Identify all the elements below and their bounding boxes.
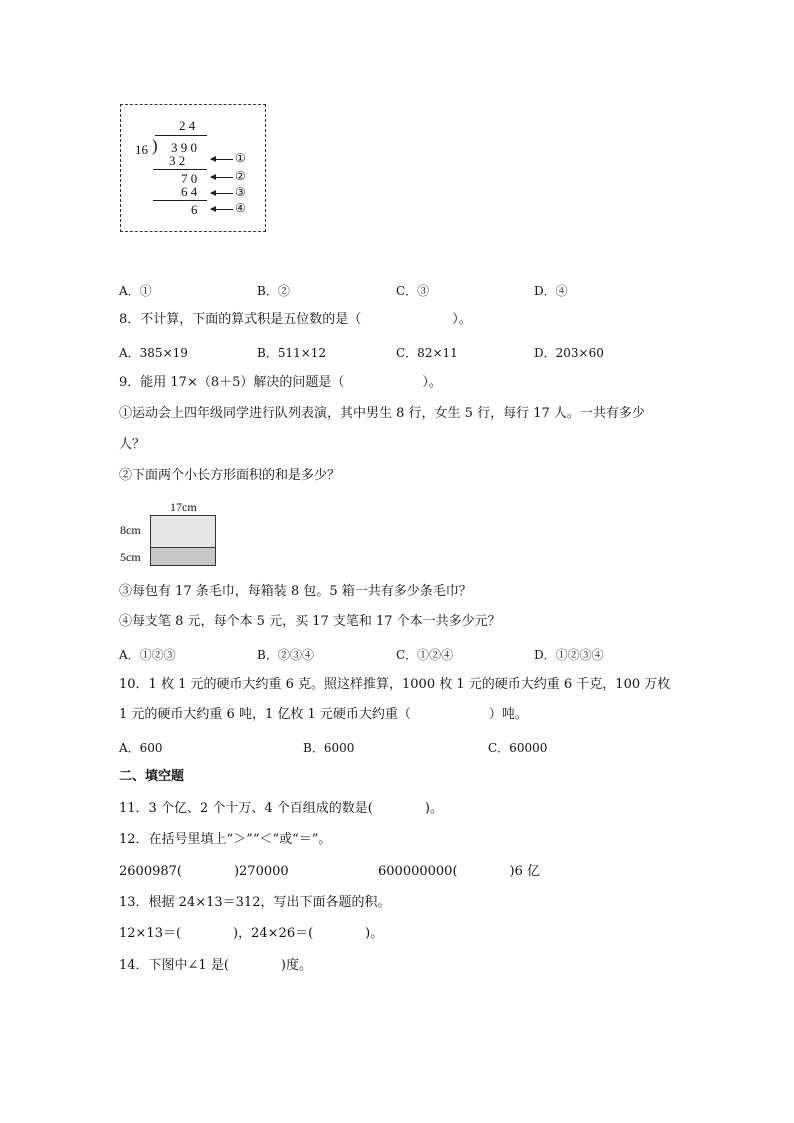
upper-rect-label: 8cm — [120, 523, 141, 537]
q9-option-b[interactable]: B．②③④ — [257, 648, 314, 662]
lower-rect-label: 5cm — [120, 550, 141, 564]
q7-option-d[interactable]: D．④ — [534, 284, 568, 298]
q12-left: 2600987( )270000 — [119, 864, 289, 879]
mark-3: ③ — [235, 185, 246, 199]
q10-line2: 1 元的硬币大约重 6 吨，1 亿枚 1 元硬币大约重（ ）吨。 — [119, 707, 528, 722]
step-3-line — [153, 200, 207, 201]
q9-item4: ④每支笔 8 元，每个本 5 元，买 17 支笔和 17 个本一共多少元？ — [119, 614, 501, 629]
q7-option-a[interactable]: A．① — [119, 284, 152, 298]
q10-option-a[interactable]: A．600 — [119, 741, 163, 755]
q7-option-b[interactable]: B．② — [257, 284, 290, 298]
arrow-3-icon — [211, 193, 233, 194]
quotient: 2 4 — [179, 118, 196, 133]
q10-option-c[interactable]: C．60000 — [488, 741, 548, 755]
divisor: 16 — [135, 142, 148, 157]
q10-option-b[interactable]: B．6000 — [303, 741, 355, 755]
long-division-figure — [120, 104, 266, 232]
q9-option-d[interactable]: D．①②③④ — [534, 648, 604, 662]
q9-stem: 9．能用 17×（8＋5）解决的问题是（ ）。 — [119, 375, 442, 390]
arrow-4-icon — [211, 209, 233, 210]
arrow-1-icon — [211, 159, 233, 160]
division-bar — [155, 135, 207, 136]
q13-line: 12×13＝( )，24×26＝( )。 — [119, 926, 384, 941]
division-bracket: ) — [152, 136, 158, 155]
q12-right: 600000000( )6 亿 — [378, 864, 540, 879]
section-2-title: 二、填空题 — [119, 769, 185, 784]
upper-rectangle — [150, 515, 216, 548]
q8-option-a[interactable]: A．385×19 — [119, 346, 188, 360]
step-3-product: 6 4 — [181, 184, 198, 199]
step-1-product: 3 2 — [169, 153, 186, 168]
final-remainder: 6 — [191, 202, 198, 217]
q7-option-c[interactable]: C．③ — [396, 284, 430, 298]
rect-width-label: 17cm — [170, 500, 197, 514]
q9-option-a[interactable]: A．①②③ — [119, 648, 176, 662]
step-2-remainder: 7 0 — [181, 171, 198, 186]
q9-item3: ③每包有 17 条毛巾，每箱装 8 包。5 箱一共有多少条毛巾？ — [119, 584, 472, 599]
dividend: 3 9 0 — [171, 140, 197, 155]
q14: 14．下图中∠1 是( )度。 — [119, 958, 312, 973]
q9-item1-line1: ①运动会上四年级同学进行队列表演，其中男生 8 行，女生 5 行，每行 17 人。一共有多少 — [119, 406, 645, 421]
q9-item2: ②下面两个小长方形面积的和是多少？ — [119, 468, 341, 483]
q10-line1: 10．1 枚 1 元的硬币大约重 6 克。照这样推算，1000 枚 1 元的硬币大约重 6 千克，100 万枚 — [119, 677, 671, 692]
lower-rectangle — [150, 547, 216, 566]
q9-option-c[interactable]: C．①②④ — [396, 648, 454, 662]
q8-option-b[interactable]: B．511×12 — [257, 346, 327, 360]
q13-stem: 13．根据 24×13＝312，写出下面各题的积。 — [119, 895, 391, 910]
mark-1: ① — [235, 151, 246, 165]
mark-2: ② — [235, 169, 246, 183]
q12-stem: 12．在括号里填上“＞”“＜”或“＝”。 — [119, 832, 332, 847]
arrow-2-icon — [211, 177, 233, 178]
q9-item1-line2: 人？ — [119, 437, 146, 452]
q8-option-d[interactable]: D．203×60 — [534, 346, 604, 360]
mark-4: ④ — [235, 201, 246, 215]
q11: 11．3 个亿、2 个十万、4 个百组成的数是( )。 — [119, 801, 443, 816]
rectangles-figure — [118, 500, 228, 572]
q8-stem: 8．不计算，下面的算式积是五位数的是（ ）。 — [119, 312, 472, 327]
q8-option-c[interactable]: C．82×11 — [396, 346, 458, 360]
step-1-line — [153, 169, 207, 170]
